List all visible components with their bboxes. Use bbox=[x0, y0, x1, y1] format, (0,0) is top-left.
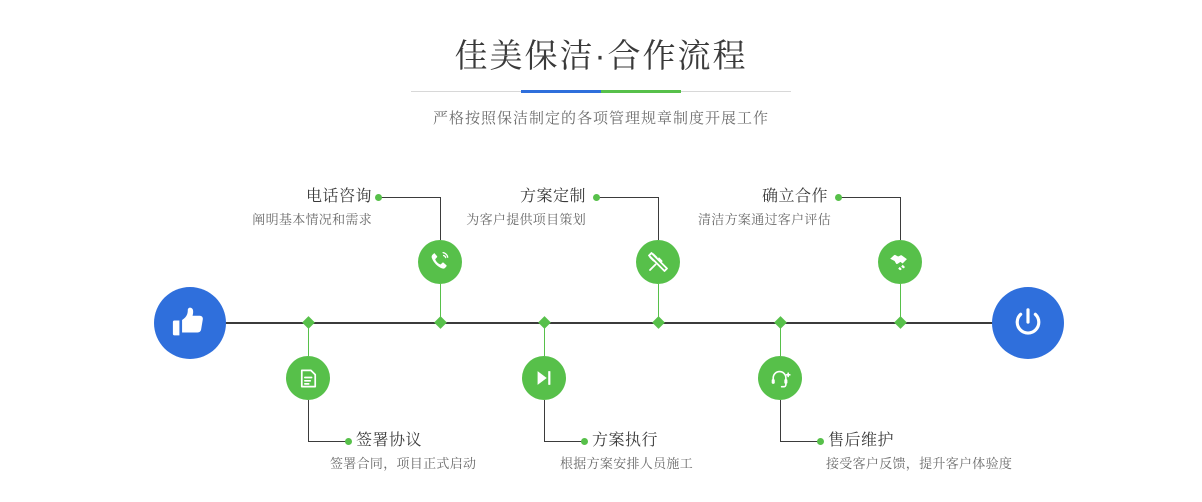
timeline-start-badge bbox=[154, 287, 226, 359]
step-6-label-connector-v bbox=[780, 400, 781, 441]
step-4-label bbox=[560, 430, 694, 474]
step-5-label bbox=[698, 186, 832, 230]
step-1-node[interactable] bbox=[418, 240, 462, 284]
play-forward-icon bbox=[533, 367, 555, 389]
step-1-label-dot bbox=[375, 194, 382, 201]
step-1-axis-marker bbox=[434, 316, 447, 329]
step-2-label-dot bbox=[345, 438, 352, 445]
step-2-stem bbox=[308, 328, 309, 356]
step-6-stem bbox=[780, 328, 781, 356]
page-title: 佳美保洁·合作流程 bbox=[454, 37, 748, 74]
step-5-axis-marker bbox=[894, 316, 907, 329]
step-2-node[interactable] bbox=[286, 356, 330, 400]
title-divider bbox=[411, 90, 791, 93]
step-4-axis-marker bbox=[538, 316, 551, 329]
step-3-label-dot bbox=[593, 194, 600, 201]
step-2-desc: 签署合同，项目正式启动 bbox=[330, 456, 477, 471]
step-4-desc: 根据方案安排人员施工 bbox=[560, 456, 694, 471]
step-5-stem bbox=[900, 284, 901, 318]
step-2-axis-marker bbox=[302, 316, 315, 329]
pen-ruler-icon bbox=[646, 250, 670, 274]
timeline-end-badge bbox=[992, 287, 1064, 359]
step-4-label-connector-h bbox=[544, 441, 584, 442]
step-1-label-connector-h bbox=[378, 197, 440, 198]
step-6-label bbox=[828, 430, 1012, 474]
divider-segment-green bbox=[601, 90, 681, 93]
step-5-label-connector-h bbox=[838, 197, 900, 198]
step-3-axis-marker bbox=[652, 316, 665, 329]
step-6-label-connector-h bbox=[780, 441, 820, 442]
step-2-title: 签署协议 bbox=[356, 432, 423, 449]
step-6-label-dot bbox=[817, 438, 824, 445]
step-5-desc: 清洁方案通过客户评估 bbox=[698, 212, 832, 227]
step-2-label-connector-v bbox=[308, 400, 309, 441]
step-4-node[interactable] bbox=[522, 356, 566, 400]
step-3-label bbox=[456, 186, 586, 230]
step-4-stem bbox=[544, 328, 545, 356]
step-5-label-dot bbox=[835, 194, 842, 201]
page-header bbox=[0, 34, 1202, 128]
headset-support-icon bbox=[769, 367, 792, 390]
step-4-label-connector-v bbox=[544, 400, 545, 441]
process-timeline bbox=[0, 150, 1202, 490]
phone-call-icon bbox=[428, 250, 452, 274]
step-6-desc: 接受客户反馈，提升客户体验度 bbox=[826, 456, 1013, 471]
step-6-node[interactable] bbox=[758, 356, 802, 400]
step-5-label-connector-v bbox=[900, 197, 901, 240]
step-1-desc: 阐明基本情况和需求 bbox=[252, 212, 372, 227]
step-3-node[interactable] bbox=[636, 240, 680, 284]
step-3-label-connector-v bbox=[658, 197, 659, 240]
step-4-label-dot bbox=[581, 438, 588, 445]
step-1-title: 电话咨询 bbox=[305, 188, 372, 205]
timeline-axis bbox=[158, 322, 1044, 324]
step-2-label-connector-h bbox=[308, 441, 348, 442]
page-subtitle: 严格按照保洁制定的各项管理规章制度开展工作 bbox=[432, 110, 769, 127]
step-6-axis-marker bbox=[774, 316, 787, 329]
step-1-label-connector-v bbox=[440, 197, 441, 240]
step-2-label bbox=[330, 430, 477, 474]
step-6-title: 售后维护 bbox=[828, 432, 895, 449]
step-3-desc: 为客户提供项目策划 bbox=[466, 212, 586, 227]
step-3-title: 方案定制 bbox=[519, 188, 586, 205]
step-5-node[interactable] bbox=[878, 240, 922, 284]
step-3-label-connector-h bbox=[596, 197, 658, 198]
step-3-stem bbox=[658, 284, 659, 318]
thumbs-up-icon bbox=[171, 304, 209, 342]
step-5-title: 确立合作 bbox=[761, 188, 828, 205]
step-1-label bbox=[248, 186, 372, 230]
document-edit-icon bbox=[297, 367, 320, 390]
divider-segment-blue bbox=[521, 90, 601, 93]
power-icon bbox=[1010, 305, 1046, 341]
step-1-stem bbox=[440, 284, 441, 318]
step-4-title: 方案执行 bbox=[592, 432, 659, 449]
handshake-icon bbox=[888, 250, 912, 274]
